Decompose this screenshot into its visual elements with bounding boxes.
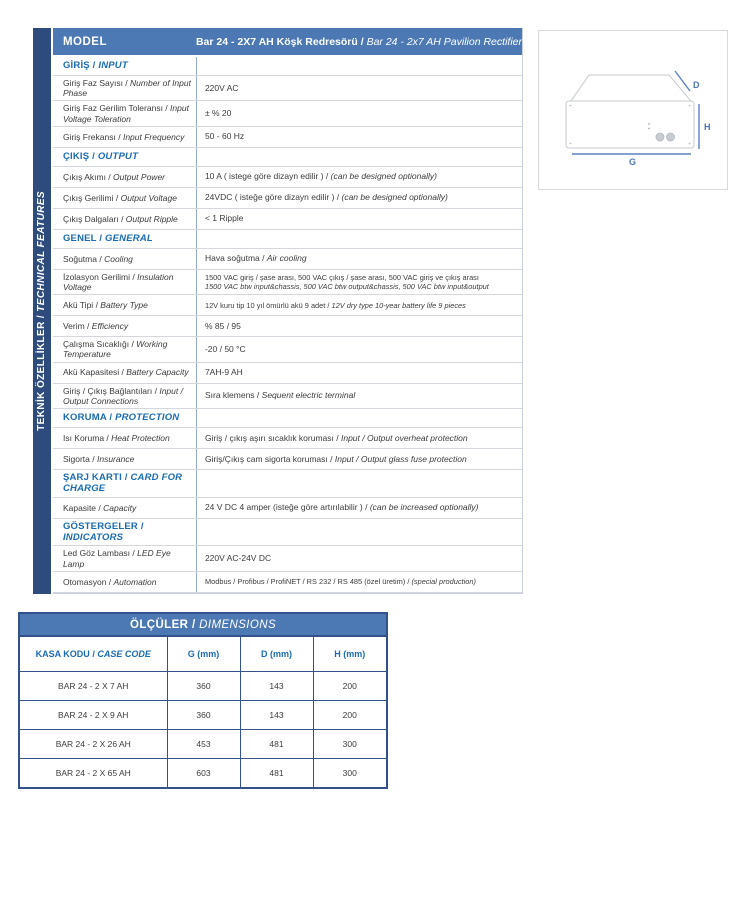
lamp-icon	[656, 133, 664, 141]
screw-icon	[570, 143, 572, 145]
dimension-value-cell: 453	[167, 729, 240, 758]
width-label: G	[629, 157, 637, 167]
spec-row-label: Giriş Faz Sayısı / Number of Input Phase	[62, 78, 191, 99]
dimension-value-cell: 200	[313, 671, 386, 700]
spec-row-value: Giriş / çıkış aşırı sıcaklık koruması / Input / Output overheat protection	[196, 428, 522, 448]
spec-item-row	[53, 101, 522, 126]
screw-icon	[570, 105, 572, 107]
spec-row-label: Isı Koruma / Heat Protection	[62, 432, 170, 443]
spec-item-row	[53, 546, 522, 571]
spec-row-value: 220V AC	[196, 76, 522, 100]
lamp-icon	[667, 133, 675, 141]
spec-row-value: 50 - 60 Hz	[196, 127, 522, 147]
spec-row-value: 7AH-9 AH	[196, 363, 522, 383]
spec-row-label: Çıkış Dalgaları / Output Ripple	[62, 213, 178, 224]
spec-row-value	[196, 409, 522, 427]
dimension-value-cell: 300	[313, 729, 386, 758]
device-dimension-diagram	[538, 30, 728, 190]
spec-item-row	[53, 188, 522, 209]
spec-item-row	[53, 572, 522, 593]
spec-row-label: Akü Kapasitesi / Battery Capacity	[62, 367, 189, 378]
spec-row-value	[196, 57, 522, 75]
dimension-row	[20, 758, 386, 787]
dimension-row	[20, 729, 386, 758]
spec-row-label: İzolasyon Gerilimi / Insulation Voltage	[62, 271, 174, 292]
spec-row-label: Çalışma Sıcaklığı / Working Temperature	[62, 339, 168, 360]
spec-item-row	[53, 209, 522, 230]
device-front-panel	[566, 101, 694, 148]
model-label: MODEL	[62, 35, 107, 48]
spec-row-value: Hava soğutma / Air cooling	[196, 249, 522, 269]
screw-icon	[689, 105, 691, 107]
led-dot-icon	[648, 123, 650, 125]
spec-item-row	[53, 363, 522, 384]
case-code-cell: BAR 24 - 2 X 9 AH	[20, 700, 167, 729]
spec-item-row	[53, 428, 522, 449]
spec-row-label: Giriş Frekansı / Input Frequency	[62, 131, 185, 142]
model-name: Bar 24 - 2X7 AH Köşk Redresörü / Bar 24 - 2x7 AH Pavilion Rectifier	[195, 35, 522, 48]
dimension-value-cell: 143	[240, 700, 313, 729]
spec-row-label: GÖSTERGELER / INDICATORS	[62, 520, 144, 544]
dimension-value-cell: 603	[167, 758, 240, 787]
spec-row-value	[196, 519, 522, 546]
spec-row-label: Verim / Efficiency	[62, 321, 129, 332]
dimensions-table	[18, 612, 388, 789]
spec-item-row	[53, 270, 522, 295]
case-code-cell: BAR 24 - 2 X 7 AH	[20, 671, 167, 700]
dimension-value-cell: 200	[313, 700, 386, 729]
spec-row-value: Giriş/Çıkış cam sigorta koruması / Input / Output glass fuse protection	[196, 449, 522, 469]
depth-label: D	[693, 80, 700, 90]
spec-section-row	[53, 470, 522, 498]
spec-section-row	[53, 519, 522, 547]
spec-item-row	[53, 249, 522, 270]
spec-row-value: % 85 / 95	[196, 316, 522, 336]
dimension-row	[20, 700, 386, 729]
spec-row-value: < 1 Ripple	[196, 209, 522, 229]
spec-row-label: ÇIKIŞ / OUTPUT	[62, 151, 139, 163]
spec-item-row	[53, 498, 522, 519]
spec-row-label: GİRİŞ / INPUT	[62, 60, 128, 72]
device-top-face	[571, 75, 691, 101]
case-code-cell: BAR 24 - 2 X 65 AH	[20, 758, 167, 787]
dimension-value-cell: 481	[240, 758, 313, 787]
dimension-value-cell: 143	[240, 671, 313, 700]
screw-icon	[689, 143, 691, 145]
case-code-header: KASA KODU / CASE CODE	[20, 637, 167, 671]
vertical-sidebar	[33, 28, 51, 594]
spec-row-label: Led Göz Lambası / LED Eye Lamp	[62, 548, 171, 569]
spec-row-label: Çıkış Akımı / Output Power	[62, 171, 166, 182]
height-label: H	[704, 122, 711, 132]
spec-row-value	[196, 148, 522, 166]
spec-row-label: GENEL / GENERAL	[62, 233, 153, 245]
spec-row-label: ŞARJ KARTI / CARD FOR CHARGE	[62, 471, 183, 495]
dimension-value-cell: 300	[313, 758, 386, 787]
spec-row-value: 10 A ( istege göre dizayn edilir ) / (can be designed optionally)	[196, 167, 522, 187]
dimension-value-cell: 481	[240, 729, 313, 758]
led-dot-icon	[648, 128, 650, 130]
device-drawing	[539, 31, 727, 189]
spec-rows	[53, 57, 522, 593]
spec-row-value	[196, 470, 522, 497]
model-header-row	[53, 28, 522, 55]
spec-section-row	[53, 57, 522, 76]
spec-row-value: 220V AC-24V DC	[196, 546, 522, 570]
spec-row-value: Sıra klemens / Sequent electric terminal	[196, 384, 522, 408]
spec-item-row	[53, 316, 522, 337]
spec-row-label: Kapasite / Capacity	[62, 502, 137, 513]
spec-section-row	[53, 148, 522, 167]
dimensions-header-row	[20, 637, 386, 671]
spec-row-value	[196, 230, 522, 248]
spec-item-row	[53, 167, 522, 188]
spec-row-value: ± % 20	[196, 101, 522, 125]
dimension-value-cell: 360	[167, 700, 240, 729]
spec-row-label: KORUMA / PROTECTION	[62, 412, 180, 424]
dimensions-title: ÖLÇÜLER / DIMENSIONS	[20, 614, 386, 637]
spec-item-row	[53, 295, 522, 316]
spec-row-value: -20 / 50 °C	[196, 337, 522, 361]
spec-row-label: Çıkış Gerilimi / Output Voltage	[62, 192, 177, 203]
technical-features-table	[33, 28, 523, 594]
case-code-cell: BAR 24 - 2 X 26 AH	[20, 729, 167, 758]
spec-row-label: Giriş / Çıkış Bağlantıları / Input / Output Connections	[62, 385, 183, 406]
spec-row-value: 1500 VAC giriş / şase arası, 500 VAC çıkış / şase arası, 500 VAC giriş ve çıkış arası 1500 VAC btw input&chassis, 500 VAC btw output&chassis, 500 VAC btw input&output	[196, 270, 522, 294]
g-column-header: G (mm)	[167, 637, 240, 671]
spec-section-row	[53, 409, 522, 428]
h-column-header: H (mm)	[313, 637, 386, 671]
spec-item-row	[53, 127, 522, 148]
d-column-header: D (mm)	[240, 637, 313, 671]
spec-item-row	[53, 76, 522, 101]
spec-row-value: 24 V DC 4 amper (isteğe göre artırılabilir ) / (can be increased optionally)	[196, 498, 522, 518]
dimensions-tbody	[20, 671, 386, 787]
spec-row-value: Modbus / Profibus / ProfiNET / RS 232 / RS 485 (özel üretim) / (special production)	[196, 572, 522, 592]
spec-row-label: Sigorta / Insurance	[62, 453, 135, 464]
spec-row-label: Akü Tipi / Battery Type	[62, 300, 148, 311]
spec-row-label: Giriş Faz Gerilim Toleransı / Input Voltage Toleration	[62, 103, 189, 124]
sidebar-title: TEKNİK ÖZELLİKLER / TECHNICAL FEATURES	[36, 190, 48, 431]
spec-item-row	[53, 449, 522, 470]
spec-section-row	[53, 230, 522, 249]
spec-row-value: 12V kuru tip 10 yıl ömürlü akü 9 adet / 12V dry type 10-year battery life 9 pieces	[196, 295, 522, 315]
spec-row-label: Otomasyon / Automation	[62, 576, 157, 587]
spec-row-label: Soğutma / Cooling	[62, 253, 133, 264]
spec-item-row	[53, 337, 522, 362]
spec-table-body	[53, 28, 523, 594]
spec-row-value: 24VDC ( isteğe göre dizayn edilir ) / (can be designed optionally)	[196, 188, 522, 208]
dimension-row	[20, 671, 386, 700]
spec-item-row	[53, 384, 522, 409]
dimension-value-cell: 360	[167, 671, 240, 700]
